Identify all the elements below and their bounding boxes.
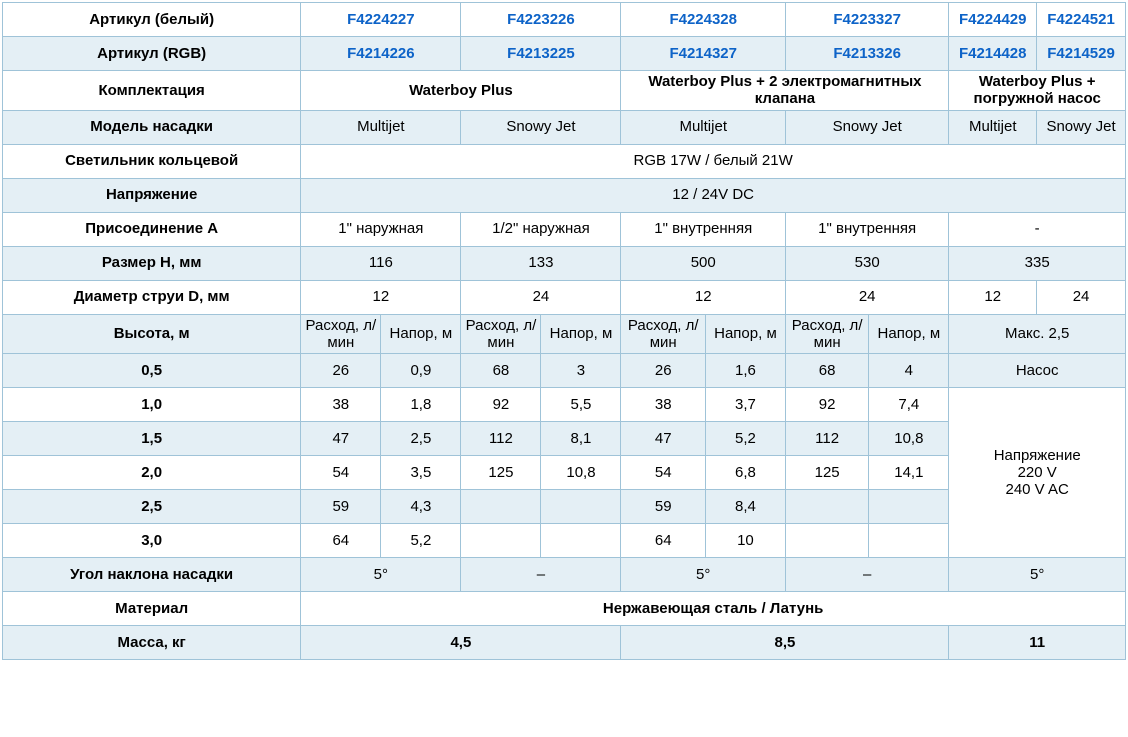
nozzle-model-5: Multijet [949,110,1037,144]
configuration-2: Waterboy Plus + 2 электромагнитных клапана [621,71,949,111]
angle-3: 5° [621,558,785,592]
cell-head: 5,2 [705,422,785,456]
table-row-h10 [3,388,1126,422]
table-row-nozzle-model [3,110,1126,144]
pump-voltage-note-line-1: Напряжение [993,446,1081,464]
cell-head [869,524,949,558]
cell-head: 7,4 [869,388,949,422]
row-label: 1,0 [3,388,301,422]
cell-flow: 64 [301,524,381,558]
article-white-2: F4223226 [461,3,621,37]
cell-head: 8,4 [705,490,785,524]
cell-head [541,490,621,524]
cell-head: 5,5 [541,388,621,422]
configuration-1: Waterboy Plus [301,71,621,111]
article-white-6: F4224521 [1037,3,1126,37]
cell-flow: 59 [621,490,705,524]
size-h-3: 500 [621,246,785,280]
cell-head: 1,8 [381,388,461,422]
article-white-5: F4224429 [949,3,1037,37]
connection-3: 1" внутренняя [621,212,785,246]
cell-flow: 26 [301,354,381,388]
cell-head: 0,9 [381,354,461,388]
table-row-voltage [3,178,1126,212]
cell-head: 1,6 [705,354,785,388]
row-label: Материал [3,592,301,626]
head-header-4: Напор, м [869,314,949,354]
jet-d-6: 24 [1037,280,1126,314]
article-rgb-4: F4213326 [785,37,948,71]
specification-table [2,2,1126,660]
table-row-height-header [3,314,1126,354]
row-label: Модель насадки [3,110,301,144]
cell-flow: 47 [621,422,705,456]
cell-flow: 112 [461,422,541,456]
flow-header-2: Расход, л/мин [461,314,541,354]
table-row-mass [3,626,1126,660]
voltage-value: 12 / 24V DC [301,178,1126,212]
row-label: Напряжение [3,178,301,212]
cell-head: 4 [869,354,949,388]
table-row-material [3,592,1126,626]
table-row-configuration [3,71,1126,111]
flow-header-3: Расход, л/мин [621,314,705,354]
angle-5: 5° [949,558,1126,592]
row-label: Диаметр струи D, мм [3,280,301,314]
flow-header-4: Расход, л/мин [785,314,868,354]
cell-flow [785,490,868,524]
article-rgb-1: F4214226 [301,37,461,71]
row-label: Комплектация [3,71,301,111]
row-label: Светильник кольцевой [3,144,301,178]
cell-flow: 59 [301,490,381,524]
jet-d-4: 24 [785,280,948,314]
cell-flow: 38 [621,388,705,422]
size-h-4: 530 [785,246,948,280]
table-row-nozzle-angle [3,558,1126,592]
row-label: Присоединение A [3,212,301,246]
article-rgb-5: F4214428 [949,37,1037,71]
article-white-4: F4223327 [785,3,948,37]
pump-voltage-note-line-3: 240 V AC [1005,481,1069,499]
cell-head [541,524,621,558]
cell-flow: 26 [621,354,705,388]
table-row-height-h [3,246,1126,280]
article-rgb-6: F4214529 [1037,37,1126,71]
cell-flow [461,490,541,524]
article-rgb-2: F4213225 [461,37,621,71]
table-row-h05 [3,354,1126,388]
connection-1: 1" наружная [301,212,461,246]
pump-voltage-note [949,388,1126,558]
angle-4: – [785,558,948,592]
cell-flow [461,524,541,558]
nozzle-model-1: Multijet [301,110,461,144]
cell-head: 5,2 [381,524,461,558]
row-label: 2,5 [3,490,301,524]
mass-1: 4,5 [301,626,621,660]
nozzle-model-3: Multijet [621,110,785,144]
row-label: Масса, кг [3,626,301,660]
row-label: Артикул (RGB) [3,37,301,71]
nozzle-model-6: Snowy Jet [1037,110,1126,144]
head-header-1: Напор, м [381,314,461,354]
cell-head: 3 [541,354,621,388]
connection-2: 1/2" наружная [461,212,621,246]
head-header-3: Напор, м [705,314,785,354]
article-white-1: F4224227 [301,3,461,37]
cell-flow: 68 [785,354,868,388]
cell-flow: 92 [461,388,541,422]
cell-flow: 47 [301,422,381,456]
jet-d-3: 12 [621,280,785,314]
angle-1: 5° [301,558,461,592]
table-row-jet-diameter [3,280,1126,314]
mass-2: 8,5 [621,626,949,660]
article-rgb-3: F4214327 [621,37,785,71]
cell-flow: 64 [621,524,705,558]
jet-d-5: 12 [949,280,1037,314]
jet-d-1: 12 [301,280,461,314]
cell-flow: 125 [461,456,541,490]
jet-d-2: 24 [461,280,621,314]
cell-flow: 38 [301,388,381,422]
angle-2: – [461,558,621,592]
table-row-article-rgb [3,37,1126,71]
size-h-2: 133 [461,246,621,280]
connection-5: - [949,212,1126,246]
article-white-3: F4224328 [621,3,785,37]
cell-flow: 112 [785,422,868,456]
table-row-ring-light [3,144,1126,178]
row-label: Угол наклона насадки [3,558,301,592]
row-label: 1,5 [3,422,301,456]
row-label: Артикул (белый) [3,3,301,37]
material-value: Нержавеющая сталь / Латунь [301,592,1126,626]
cell-head: 3,5 [381,456,461,490]
pump-voltage-note-line-2: 220 V [1017,463,1057,481]
mass-3: 11 [949,626,1126,660]
size-h-5: 335 [949,246,1126,280]
pump-max-height: Макс. 2,5 [949,314,1126,354]
cell-head: 14,1 [869,456,949,490]
configuration-3: Waterboy Plus + погружной насос [949,71,1126,111]
row-label: 3,0 [3,524,301,558]
row-label: 2,0 [3,456,301,490]
cell-flow: 68 [461,354,541,388]
cell-flow: 92 [785,388,868,422]
ring-light-value: RGB 17W / белый 21W [301,144,1126,178]
flow-header-1: Расход, л/мин [301,314,381,354]
cell-flow [785,524,868,558]
nozzle-model-4: Snowy Jet [785,110,948,144]
cell-head: 2,5 [381,422,461,456]
row-label: Высота, м [3,314,301,354]
row-label: 0,5 [3,354,301,388]
cell-flow: 54 [621,456,705,490]
cell-head: 10,8 [541,456,621,490]
pump-label: Насос [949,354,1126,388]
table-row-connection [3,212,1126,246]
cell-head: 10,8 [869,422,949,456]
cell-head: 4,3 [381,490,461,524]
cell-head: 6,8 [705,456,785,490]
cell-flow: 54 [301,456,381,490]
cell-head: 8,1 [541,422,621,456]
cell-head: 10 [705,524,785,558]
connection-4: 1" внутренняя [785,212,948,246]
cell-head: 3,7 [705,388,785,422]
size-h-1: 116 [301,246,461,280]
row-label: Размер H, мм [3,246,301,280]
cell-flow: 125 [785,456,868,490]
nozzle-model-2: Snowy Jet [461,110,621,144]
table-row-article-white [3,3,1126,37]
head-header-2: Напор, м [541,314,621,354]
cell-head [869,490,949,524]
